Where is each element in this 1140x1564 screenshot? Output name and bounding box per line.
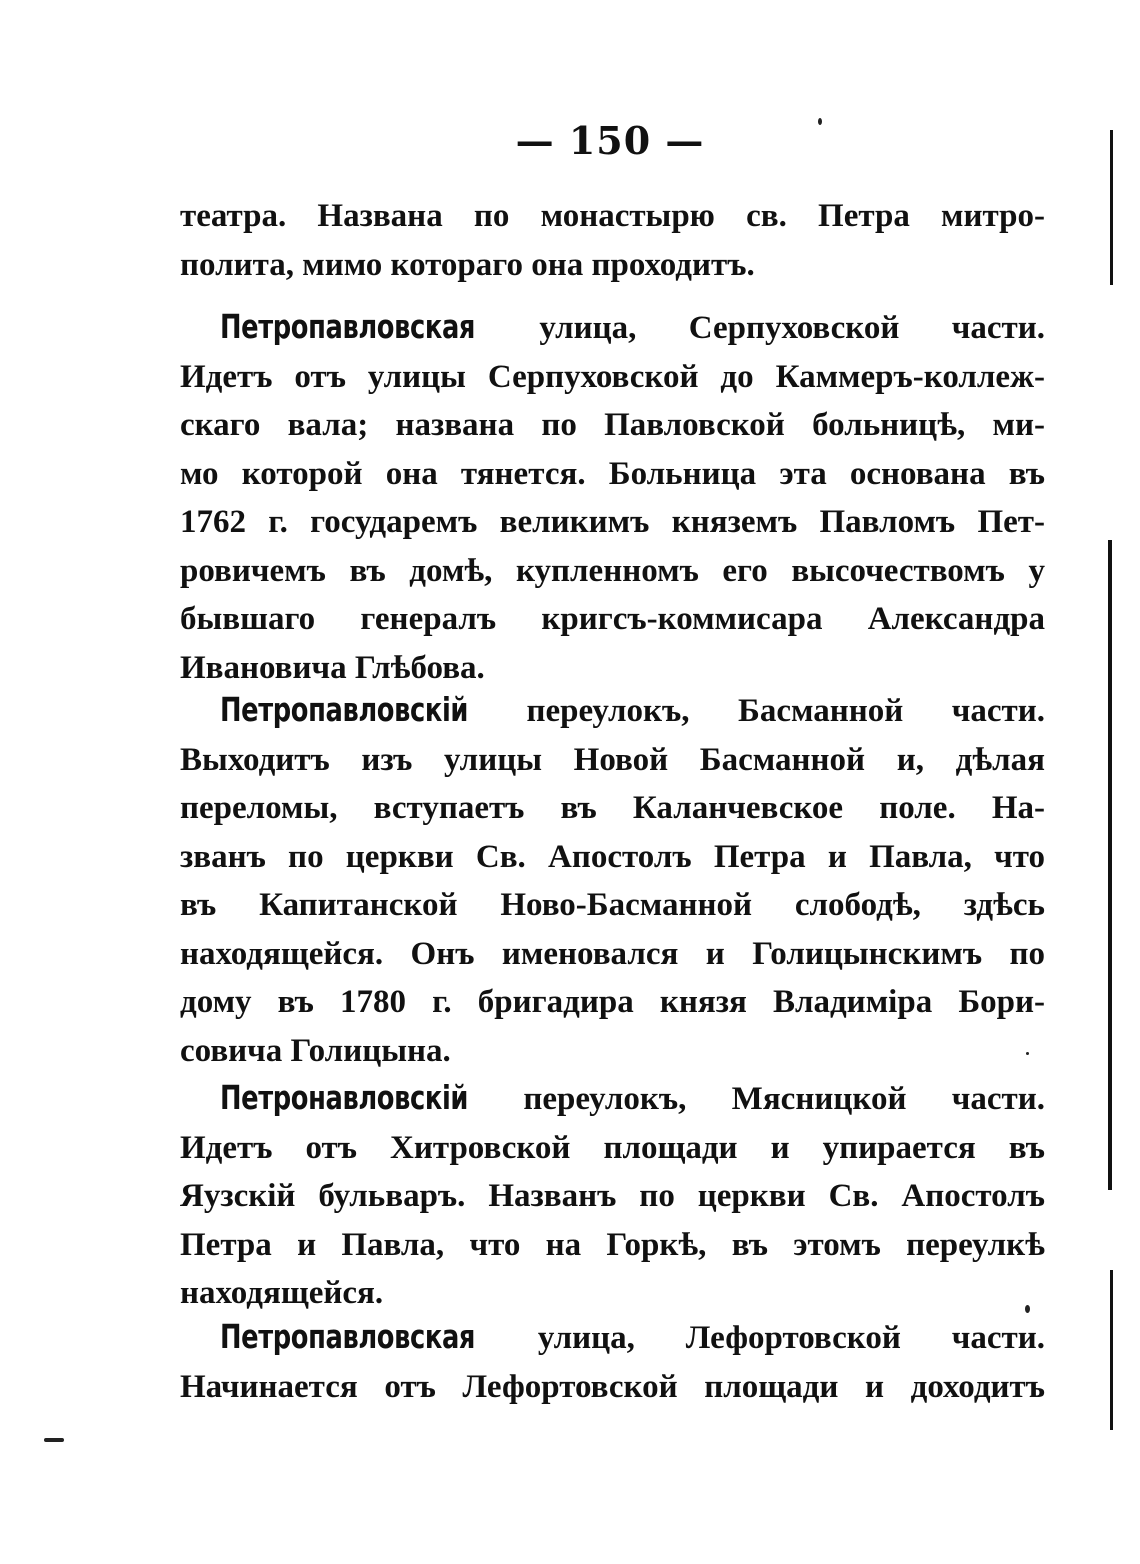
entry-paragraph <box>180 686 1045 1075</box>
text-line: полита, мимо котораго она проходитъ. <box>180 246 755 283</box>
text-line: мо которой она тянется. Больница эта основана въ <box>180 455 1045 492</box>
entry-heading-rest: улица, Серпуховской части. <box>539 310 1046 346</box>
scan-speck <box>818 118 822 125</box>
scan-speck <box>1025 1305 1030 1313</box>
text-line: 1762 г. государемъ великимъ княземъ Павломъ Пет- <box>180 504 1045 540</box>
text-line: театра. Названа по монастырю св. Петра митро- <box>180 198 1045 234</box>
entry-paragraph <box>180 303 1045 692</box>
text-line: находящейся. <box>180 1275 384 1311</box>
text-line: Яузскій бульваръ. Названъ по церкви Св. Апостолъ <box>180 1178 1045 1214</box>
entry-heading: Петропавловскій <box>220 690 469 729</box>
text-line: скаго вала; названа по Павловской больницѣ, ми- <box>180 407 1045 443</box>
page-number: — 150 — <box>515 118 705 163</box>
text-line: въ Капитанской Ново-Басманной слободѣ, здѣсь <box>180 887 1045 923</box>
text-line: бывшаго генералъ кригсъ-коммисара Александра <box>180 601 1045 637</box>
entry-heading: Петропавловская <box>220 307 476 346</box>
entry-heading: Петропавловская <box>220 1317 476 1356</box>
entry-paragraph <box>180 1313 1045 1411</box>
text-line: совича Голицына. <box>180 1032 451 1069</box>
text-line: находящейся. Онъ именовался и Голицынскимъ по <box>180 935 1045 972</box>
entry-first-line <box>180 686 1045 736</box>
page-edge-mark <box>1110 130 1113 285</box>
entry-first-line <box>180 1074 1045 1124</box>
text-line: Петра и Павла, что на Горкѣ, въ этомъ переулкѣ <box>180 1226 1045 1263</box>
scan-speck <box>44 1438 64 1442</box>
text-line: ровичемъ въ домѣ, купленномъ его высочествомъ у <box>180 552 1045 589</box>
paragraph-continuation <box>180 192 1045 289</box>
entry-first-line <box>180 303 1045 353</box>
page-edge-mark <box>1108 540 1112 1190</box>
page-edge-mark <box>1110 1270 1113 1430</box>
text-line: Ивановича Глѣбова. <box>180 649 485 686</box>
entry-heading-rest: переулокъ, Мясницкой части. <box>523 1081 1046 1117</box>
entry-first-line <box>180 1313 1045 1363</box>
scan-speck <box>1026 1052 1029 1055</box>
text-line: Начинается отъ Лефортовской площади и доходитъ <box>180 1368 1045 1405</box>
entry-heading: Петронавловскій <box>220 1078 469 1117</box>
entry-heading-rest: переулокъ, Басманной части. <box>526 693 1046 729</box>
text-line: переломы, вступаетъ въ Каланчевское поле. На- <box>180 790 1045 826</box>
entry-paragraph <box>180 1074 1045 1318</box>
entry-heading-rest: улица, Лефортовской части. <box>537 1320 1046 1356</box>
text-line: дому въ 1780 г. бригадира князя Владиміра Бори- <box>180 984 1045 1020</box>
text-line: Идетъ отъ Хитровской площади и упирается въ <box>180 1129 1045 1166</box>
text-line: Идетъ отъ улицы Серпуховской до Каммеръ-коллеж- <box>180 358 1045 395</box>
text-line: Выходитъ изъ улицы Новой Басманной и, дѣлая <box>180 741 1045 778</box>
text-line: званъ по церкви Св. Апостолъ Петра и Павла, что <box>180 838 1045 875</box>
